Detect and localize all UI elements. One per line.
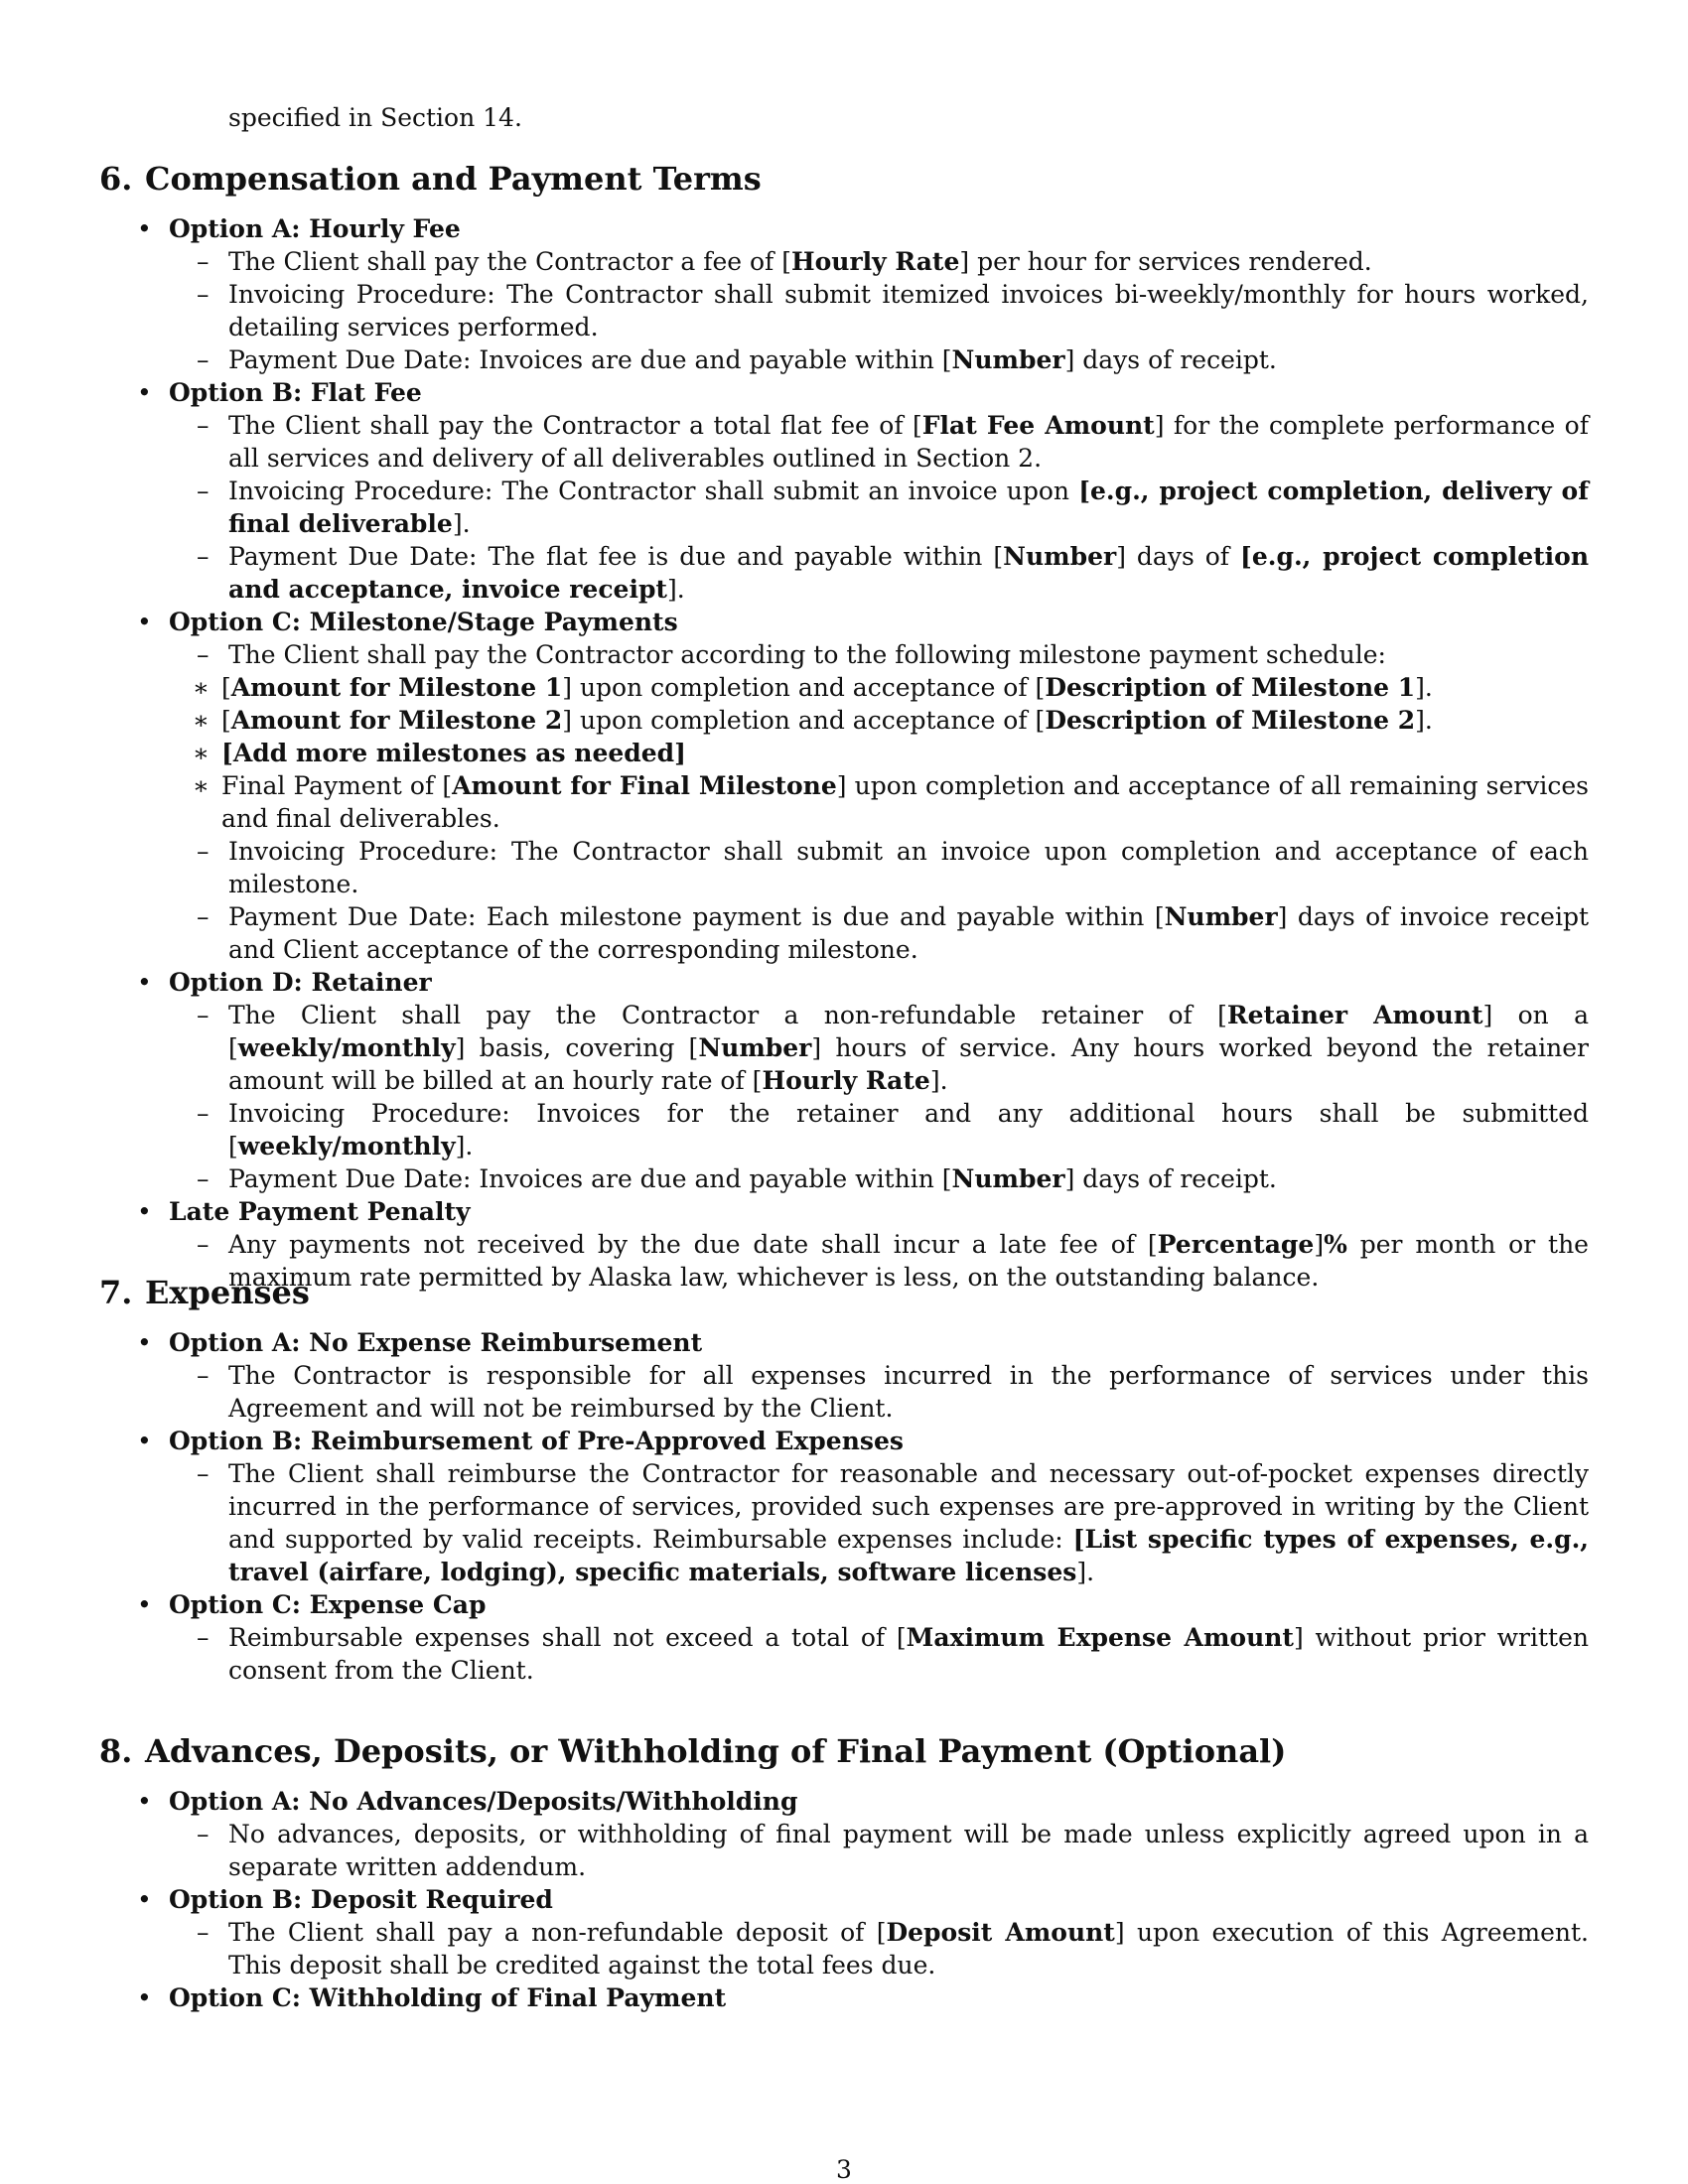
text-run: ] upon completion and acceptance of all remaining services and final deliverables. <box>221 771 1589 833</box>
placeholder-field: Number <box>951 1164 1065 1193</box>
option-item <box>99 1326 1589 1425</box>
text-run: The Client shall reimburse the Contractor for reasonable and necessary out-of-pocket expenses directly incurred in the performance of services, provided such expenses are pre-approved in writing by the Client and supported by valid receipts. Reimbursable expenses include: <box>228 1459 1589 1554</box>
text-run: [ <box>221 706 231 735</box>
option-clause <box>99 475 1589 540</box>
placeholder-field: Number <box>698 1033 812 1062</box>
placeholder-field: Amount for Final Milestone <box>452 771 837 800</box>
placeholder-field: [List specific types of expenses, e.g., travel (airfare, lodging), specific materials, software licenses <box>228 1525 1589 1586</box>
milestone-item <box>40 704 1589 737</box>
option-title: Option D: Retainer <box>169 968 432 997</box>
text-run: The Client shall pay a non-refundable deposit of [ <box>228 1918 887 1947</box>
option-title: Option B: Deposit Required <box>169 1885 553 1914</box>
option-title: Option B: Reimbursement of Pre-Approved Expenses <box>169 1427 904 1455</box>
section-title: Expenses <box>145 1274 310 1311</box>
text-run: Reimbursable expenses shall not exceed a total of [ <box>228 1623 907 1652</box>
text-run: ]. <box>1415 673 1433 702</box>
text-run: ] <box>1314 1230 1325 1259</box>
option-list <box>99 1326 1589 1687</box>
asterisk-icon: ∗ <box>193 771 210 800</box>
dash-icon: – <box>197 1230 210 1259</box>
section-heading <box>99 1731 1589 1771</box>
option-clause <box>99 409 1589 475</box>
option-clause <box>99 835 1589 900</box>
text-run: No advances, deposits, or withholding of final payment will be made unless explicitly agreed upon in a separate written addendum. <box>228 1820 1589 1881</box>
placeholder-field: Description of Milestone 2 <box>1045 706 1416 735</box>
placeholder-field: Amount for Milestone 2 <box>230 706 563 735</box>
option-item <box>99 1981 1589 2014</box>
option-item <box>99 1425 1589 1588</box>
text-run: ]. <box>455 1132 474 1160</box>
dash-icon: – <box>197 247 210 276</box>
option-item <box>99 376 1589 606</box>
text-run: ] basis, covering [ <box>455 1033 699 1062</box>
milestone-item <box>40 769 1589 835</box>
text-run: ]. <box>666 575 685 604</box>
section-heading <box>99 1273 1589 1312</box>
option-clause <box>99 1359 1589 1425</box>
text-run: Payment Due Date: Invoices are due and payable within [ <box>228 345 952 374</box>
text-run: Payment Due Date: Each milestone payment is due and payable within [ <box>228 902 1165 931</box>
section-number: 7. <box>99 1274 133 1311</box>
dash-icon: – <box>197 345 210 374</box>
text-run: Invoicing Procedure: The Contractor shall submit itemized invoices bi-weekly/monthly for hours worked, detailing services performed. <box>228 280 1589 341</box>
bullet-icon: • <box>137 968 152 997</box>
dash-icon: – <box>197 1164 210 1193</box>
text-run: per month or the maximum rate permitted by Alaska law, whichever is less, on the outstanding balance. <box>228 1230 1589 1292</box>
dash-icon: – <box>197 1623 210 1652</box>
section-heading <box>99 159 1589 199</box>
text-run: ] hours of service. Any hours worked beyond the retainer amount will be billed at an hourly rate of [ <box>228 1033 1589 1095</box>
placeholder-field: Percentage <box>1157 1230 1315 1259</box>
text-run: ] upon completion and acceptance of [ <box>562 673 1046 702</box>
option-clause <box>99 245 1589 278</box>
section-7-expenses <box>99 1273 1589 1687</box>
placeholder-field: Flat Fee Amount <box>921 411 1155 440</box>
option-title: Option A: No Expense Reimbursement <box>169 1328 703 1357</box>
asterisk-icon: ∗ <box>193 706 210 735</box>
text-run: Any payments not received by the due date shall incur a late fee of [ <box>228 1230 1158 1259</box>
bullet-icon: • <box>137 1787 152 1816</box>
section-number: 6. <box>99 160 133 198</box>
placeholder-field: Number <box>951 345 1065 374</box>
placeholder-field: weekly/monthly <box>237 1132 456 1160</box>
section-number: 8. <box>99 1732 133 1770</box>
text-run: ] upon execution of this Agreement. This deposit shall be credited against the total fees due. <box>228 1918 1590 1979</box>
bullet-icon: • <box>137 1590 152 1619</box>
bullet-icon: • <box>137 1427 152 1455</box>
option-clause <box>99 1621 1589 1687</box>
dash-icon: – <box>197 1001 210 1029</box>
asterisk-icon: ∗ <box>193 739 210 767</box>
text-run: ] per hour for services rendered. <box>959 247 1372 276</box>
text-run: Payment Due Date: Invoices are due and payable within [ <box>228 1164 952 1193</box>
text-run: ] on a [ <box>228 1001 1589 1062</box>
option-item <box>99 966 1589 1195</box>
placeholder-field: Maximum Expense Amount <box>906 1623 1294 1652</box>
option-title: Option A: Hourly Fee <box>169 214 461 243</box>
option-title: Late Payment Penalty <box>169 1197 471 1226</box>
text-run: ]. <box>1415 706 1433 735</box>
text-run: ]. <box>452 509 471 538</box>
option-title: Option B: Flat Fee <box>169 378 422 407</box>
option-clause <box>99 999 1589 1097</box>
bullet-icon: • <box>137 1197 152 1226</box>
asterisk-icon: ∗ <box>193 673 210 702</box>
dash-icon: – <box>197 902 210 931</box>
dash-icon: – <box>197 1099 210 1128</box>
milestone-item <box>40 737 1589 769</box>
placeholder-field: Description of Milestone 1 <box>1045 673 1416 702</box>
text-run: ] upon completion and acceptance of [ <box>562 706 1046 735</box>
option-title: Option A: No Advances/Deposits/Withholding <box>169 1787 798 1816</box>
text-run: The Client shall pay the Contractor a fee of [ <box>228 247 791 276</box>
option-clause <box>99 278 1589 343</box>
option-item <box>99 1883 1589 1981</box>
option-clause <box>99 1916 1589 1981</box>
placeholder-field: Retainer Amount <box>1226 1001 1483 1029</box>
option-title: Option C: Milestone/Stage Payments <box>169 608 678 636</box>
option-clause <box>99 1457 1589 1588</box>
dash-icon: – <box>197 280 210 309</box>
text-run: The Contractor is responsible for all expenses incurred in the performance of services under this Agreement and will not be reimbursed by the Client. <box>228 1361 1589 1423</box>
placeholder-field: % <box>1324 1230 1347 1259</box>
text-run: [ <box>221 673 231 702</box>
section-8-advances <box>99 1731 1589 2014</box>
option-clause <box>99 1162 1589 1195</box>
dash-icon: – <box>197 477 210 505</box>
page-number: 3 <box>836 2155 852 2184</box>
text-run: Payment Due Date: The flat fee is due and payable within [ <box>228 542 1004 571</box>
option-list <box>99 1785 1589 2014</box>
option-clause <box>99 540 1589 606</box>
text-run: ]. <box>1076 1558 1095 1586</box>
placeholder-field: Hourly Rate <box>791 247 960 276</box>
text-run: ] for the complete performance of all services and delivery of all deliverables outlined in Section 2. <box>228 411 1589 473</box>
placeholder-field: [e.g., project completion, delivery of final deliverable <box>228 477 1589 538</box>
text-run: Invoicing Procedure: Invoices for the retainer and any additional hours shall be submitted [ <box>228 1099 1589 1160</box>
bullet-icon: • <box>137 608 152 636</box>
dash-icon: – <box>197 1820 210 1848</box>
text-run: ]. <box>929 1066 948 1095</box>
section-title: Compensation and Payment Terms <box>145 160 762 198</box>
text-run: Final Payment of [ <box>221 771 453 800</box>
placeholder-field: Amount for Milestone 1 <box>230 673 563 702</box>
option-title: Option C: Withholding of Final Payment <box>169 1983 727 2012</box>
dash-icon: – <box>197 1361 210 1390</box>
dash-icon: – <box>197 837 210 866</box>
section-title: Advances, Deposits, or Withholding of Final Payment (Optional) <box>145 1732 1287 1770</box>
dash-icon: – <box>197 640 210 669</box>
text-run: ] without prior written consent from the Client. <box>228 1623 1589 1685</box>
placeholder-field: [e.g., project completion and acceptance, invoice receipt <box>228 542 1589 604</box>
option-clause <box>99 1097 1589 1162</box>
option-item <box>99 212 1589 376</box>
text-run: Invoicing Procedure: The Contractor shall submit an invoice upon <box>228 477 1079 505</box>
bullet-icon: • <box>137 214 152 243</box>
bullet-icon: • <box>137 1328 152 1357</box>
option-list <box>99 212 1589 1294</box>
dash-icon: – <box>197 1918 210 1947</box>
text-run: ] days of <box>1116 542 1241 571</box>
option-clause <box>99 1818 1589 1883</box>
placeholder-field: Hourly Rate <box>762 1066 930 1095</box>
placeholder-field: Number <box>1164 902 1278 931</box>
option-item <box>99 1588 1589 1687</box>
placeholder-field: weekly/monthly <box>237 1033 456 1062</box>
bullet-icon: • <box>137 378 152 407</box>
dash-icon: – <box>197 1459 210 1488</box>
placeholder-field: [Add more milestones as needed] <box>221 739 686 767</box>
text-run: The Client shall pay the Contractor according to the following milestone payment schedule: <box>228 640 1386 669</box>
option-clause <box>99 900 1589 966</box>
text-run: The Client shall pay the Contractor a non-refundable retainer of [ <box>228 1001 1227 1029</box>
option-item <box>99 1785 1589 1883</box>
dash-icon: – <box>197 411 210 440</box>
section-6-compensation <box>99 159 1589 1294</box>
text-run: ] days of receipt. <box>1064 1164 1277 1193</box>
option-title: Option C: Expense Cap <box>169 1590 487 1619</box>
text-run: ] days of invoice receipt and Client acceptance of the corresponding milestone. <box>228 902 1589 964</box>
text-run: Invoicing Procedure: The Contractor shall submit an invoice upon completion and acceptance of each milestone. <box>228 837 1589 898</box>
dash-icon: – <box>197 542 210 571</box>
milestone-item <box>40 671 1589 704</box>
option-clause <box>99 638 1589 671</box>
bullet-icon: • <box>137 1885 152 1914</box>
option-item <box>99 606 1589 966</box>
placeholder-field: Deposit Amount <box>886 1918 1115 1947</box>
option-clause <box>99 343 1589 376</box>
continued-line: specified in Section 14. <box>228 103 522 132</box>
placeholder-field: Number <box>1003 542 1117 571</box>
bullet-icon: • <box>137 1983 152 2012</box>
text-run: The Client shall pay the Contractor a total flat fee of [ <box>228 411 922 440</box>
text-run: ] days of receipt. <box>1064 345 1277 374</box>
